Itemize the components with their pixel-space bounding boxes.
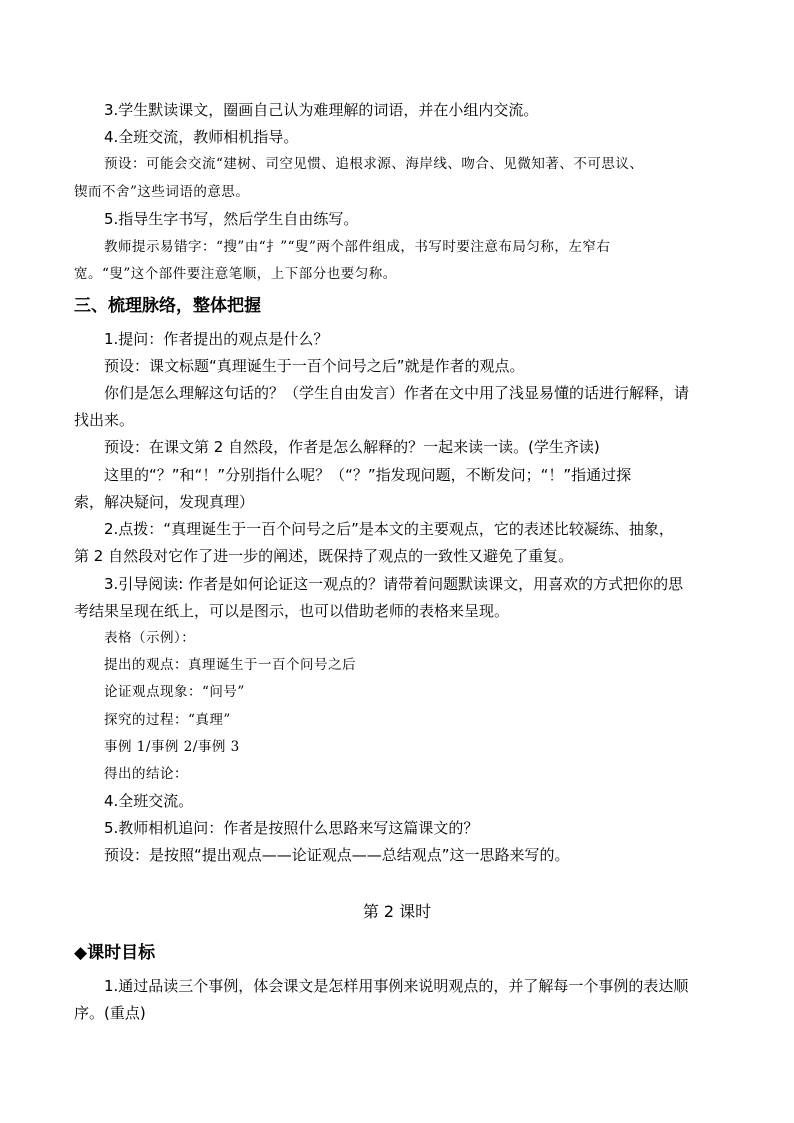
- text-line: 预设：可能会交流“建树、司空见惯、追根求源、海岸线、吻合、见微知著、不可思议、: [104, 156, 644, 172]
- text-line: 4.全班交流，教师相机指导。: [104, 128, 299, 146]
- text-line: 探究的过程：“真理”: [104, 712, 231, 728]
- text-line: 序。(重点): [74, 1004, 146, 1022]
- text-line: 找出来。: [74, 411, 135, 429]
- text-line: 这里的“？”和“！”分别指什么呢？（“？”指发现问题，不断发问；“！”指通过探: [104, 466, 632, 484]
- text-line: 事例 1/事例 2/事例 3: [104, 739, 240, 755]
- text-line: 提出的观点：真理诞生于一百个问号之后: [104, 657, 356, 673]
- text-line: 3.引导阅读: 作者是如何论证这一观点的？请带着问题默读课文，用喜欢的方式把你的思: [104, 575, 684, 593]
- text-line: 表格（示例）：: [104, 630, 196, 646]
- text-line: 预设：是按照“提出观点——论证观点——总结观点”这一思路来写的。: [104, 846, 570, 864]
- text-line: 锲而不舍”这些词语的意思。: [74, 184, 250, 200]
- text-line: 3.学生默读课文，圈画自己认为难理解的词语，并在小组内交流。: [104, 101, 539, 119]
- text-line: 第 2 自然段对它作了进一步的阐述，既保持了观点的一致性又避免了重复。: [74, 547, 574, 565]
- text-line: 你们是怎么理解这句话的？（学生自由发言）作者在文中用了浅显易懂的话进行解释，请: [104, 384, 690, 402]
- text-line: 4.全班交流。: [104, 792, 194, 810]
- text-line: 预设：在课文第 2 自然段，作者是怎么解释的？一起来读一读。(学生齐读): [104, 438, 600, 456]
- text-line: 宽。“叟”这个部件要注意笔顺，上下部分也要匀称。: [74, 266, 397, 282]
- lesson-title: 第 2 课时: [362, 902, 432, 921]
- text-line: 5.指导生字书写，然后学生自由练写。: [104, 210, 359, 228]
- text-line: 5.教师相机追问：作者是按照什么思路来写这篇课文的？: [104, 819, 479, 837]
- text-line: 教师提示易错字：“搜”由“扌”“叟”两个部件组成，书写时要注意布局匀称，左窄右: [104, 239, 611, 255]
- text-line: 1.通过品读三个事例，体会课文是怎样用事例来说明观点的，并了解每一个事例的表达顺: [104, 977, 689, 995]
- text-line: 得出的结论：: [104, 766, 188, 782]
- text-line: 预设：课文标题“真理诞生于一百个问号之后”就是作者的观点。: [104, 357, 525, 375]
- text-line: 2.点拨：“真理诞生于一百个问号之后”是本文的主要观点，它的表述比较凝练、抽象，: [104, 520, 674, 538]
- text-line: 1.提问：作者提出的观点是什么？: [104, 330, 329, 348]
- text-line: 论证观点现象：“问号”: [104, 684, 245, 700]
- text-line: 考结果呈现在纸上，可以是图示，也可以借助老师的表格来呈现。: [74, 602, 510, 620]
- section-heading: 三、梳理脉络，整体把握: [74, 296, 261, 316]
- section-heading: ◆课时目标: [74, 943, 156, 963]
- text-line: 索，解决疑问，发现真理）: [74, 493, 255, 511]
